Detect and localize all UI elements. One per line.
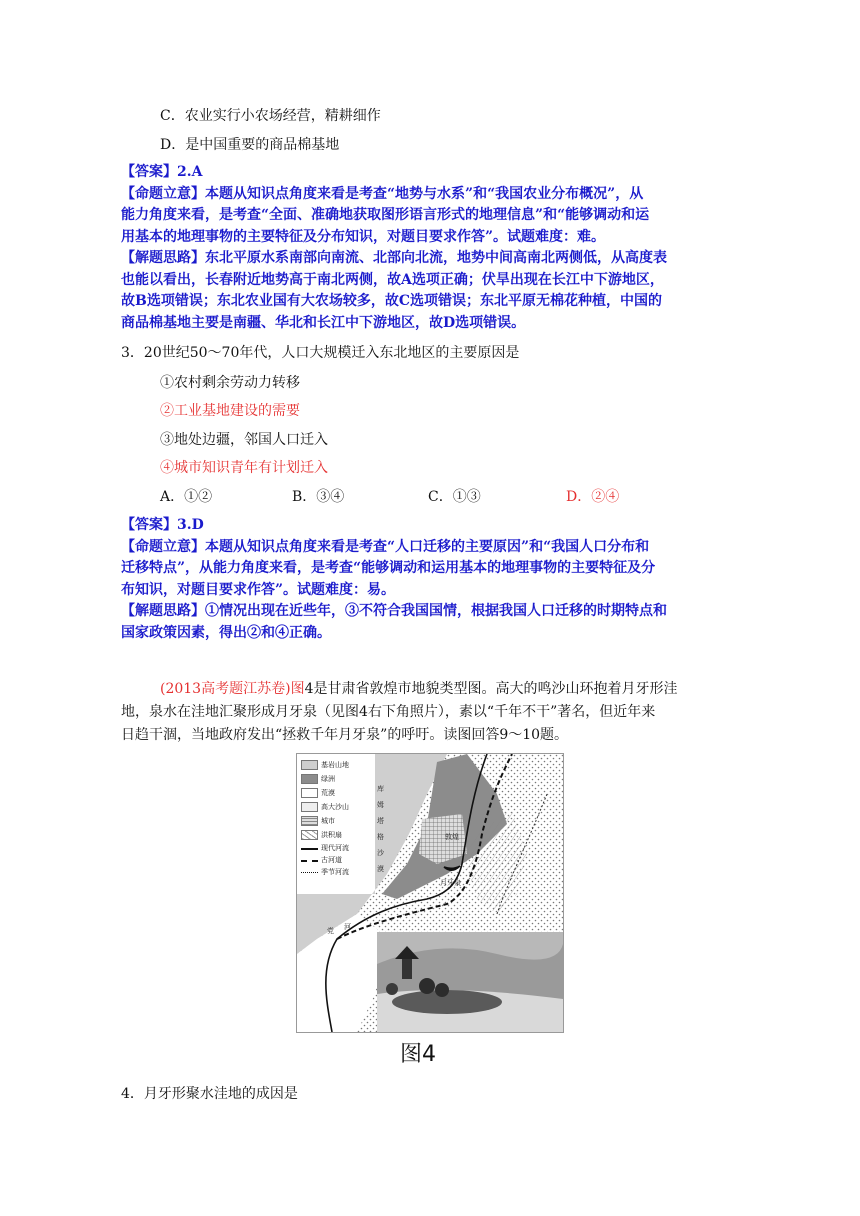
q3-item-4: ④城市知识青年有计划迁入: [160, 460, 328, 476]
desert-label-2: 姆: [377, 801, 384, 809]
q2-thinking-line-2: 也能以看出，长春附近地势高于南北两侧，故A选项正确；伏旱出现在长江中下游地区，: [121, 271, 664, 288]
passage-fig-ref: 图: [290, 681, 305, 697]
river-label-1: 河: [344, 923, 351, 931]
city-label: 敦煌: [445, 833, 459, 841]
river-label-2: 党: [327, 927, 334, 935]
figure-4-map: [296, 753, 564, 1033]
legend-oasis: 绿洲: [301, 774, 335, 784]
desert-label-3: 塔: [377, 817, 384, 825]
q3-option-d: D．②④: [566, 489, 620, 505]
legend-modern-river: 现代河流: [301, 844, 349, 853]
passage-line-1-rest: 4是甘肃省敦煌市地貌类型图。高大的鸣沙山环抱着月牙形洼: [304, 681, 678, 697]
q3-item-3: ③地处边疆，邻国人口迁入: [160, 432, 328, 448]
q2-intent-line-3: 用基本的地理事物的主要特征及分布知识，对题目要求作答”。试题难度：难。: [121, 228, 606, 245]
q2-thinking-line-3: 故B选项错误；东北农业国有大农场较多，故C选项错误；东北平原无棉花种植，中国的: [121, 293, 662, 309]
desert-label-4: 格: [377, 833, 384, 841]
spring-label: 月牙泉: [440, 879, 461, 887]
legend-bedrock: 基岩山地: [301, 760, 349, 770]
figure-caption: 图4: [400, 1042, 436, 1067]
passage-line-2: 地，泉水在洼地汇聚形成月牙泉（见图4右下角照片），素以“千年不干”著名，但近年来: [121, 704, 656, 720]
q3-item-2: ②工业基地建设的需要: [160, 403, 300, 419]
desert-label-5: 沙: [377, 849, 384, 857]
q3-intent-line-3: 布知识，对题目要求作答”。试题难度：易。: [121, 581, 396, 598]
desert-label-1: 库: [377, 785, 384, 793]
q3-thinking-line-1: 【解题思路】①情况出现在近些年，③不符合我国国情，根据我国人口迁移的时期特点和: [121, 603, 667, 619]
q3-answer-block: [121, 515, 751, 644]
q2-intent-line-1: 【命题立意】本题从知识点角度来看是考查“地势与水系”和“我国农业分布概况”，从: [121, 185, 644, 202]
legend-city: 城市: [301, 816, 335, 826]
q2-option-c: C．农业实行小农场经营，精耕细作: [160, 108, 381, 124]
q3-stem: 3．20世纪50～70年代，人口大规模迁入东北地区的主要原因是: [121, 345, 520, 361]
legend-seasonal-river: 季节河流: [301, 868, 349, 877]
q3-option-b: B．③④: [292, 489, 345, 505]
photo-inset: [377, 932, 563, 1032]
q3-answer: 【答案】3.D: [121, 517, 204, 533]
q3-option-c: C．①③: [428, 489, 481, 505]
q2-intent-line-2: 能力角度来看，是考查“全面、准确地获取图形语言形式的地理信息”和“能够调动和运: [121, 207, 650, 223]
q2-thinking-line-1: 【解题思路】东北平原水系南部向南流、北部向北流，地势中间高南北两侧低，从高度表: [121, 250, 667, 266]
passage-source: (2013高考题江苏卷): [160, 681, 291, 697]
q2-thinking-line-4: 商品棉基地主要是南疆、华北和长江中下游地区，故D选项错误。: [121, 314, 526, 331]
legend-ancient-river: 古河道: [301, 856, 342, 865]
q4-stem: 4．月牙形聚水洼地的成因是: [121, 1086, 298, 1102]
passage-line-3: 日趋干涸，当地政府发出“拯救千年月牙泉”的呼吁。读图回答9～10题。: [121, 727, 569, 743]
q3-thinking-line-2: 国家政策因素，得出②和④正确。: [121, 624, 331, 641]
q3-intent-line-2: 迁移特点”，从能力角度来看，是考查“能够调动和运用基本的地理事物的主要特征及分: [121, 560, 656, 576]
q2-option-d: D．是中国重要的商品棉基地: [160, 137, 340, 153]
passage-line-1: [160, 680, 677, 698]
q3-intent-line-1: 【命题立意】本题从知识点角度来看是考查“人口迁移的主要原因”和“我国人口分布和: [121, 538, 650, 555]
map-graphic: [297, 754, 563, 1032]
q2-answer: 【答案】2.A: [121, 164, 203, 180]
legend-dunes: 高大沙山: [301, 802, 349, 812]
legend-desert: 荒漠: [301, 788, 335, 798]
q3-item-1: ①农村剩余劳动力转移: [160, 375, 300, 391]
q2-answer-block: [121, 162, 751, 334]
desert-label-6: 漠: [377, 865, 384, 873]
legend-alluvial-fan: 洪积扇: [301, 830, 342, 840]
q3-option-a: A．①②: [160, 489, 213, 505]
